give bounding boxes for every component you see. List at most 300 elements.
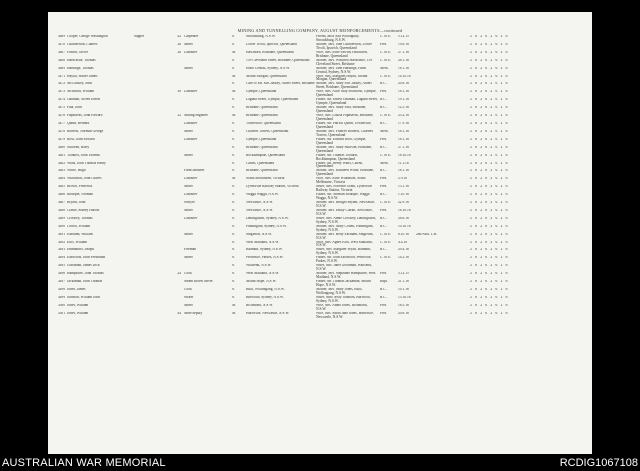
soldier-name: Jackaman, John Thomas — [67, 280, 103, 284]
address: West Maitland, N.S.W. — [246, 272, 280, 276]
religion: C. of E. — [380, 58, 392, 62]
pay-rates: 2 6 2 6 2 6 2 6 — [470, 74, 509, 78]
soldier-name: McCluskey, John — [67, 82, 92, 86]
enlistment-date: 11.1.16 — [398, 161, 409, 165]
regimental-number: 3471 — [57, 74, 65, 78]
table-row — [50, 241, 588, 249]
marital-status: S. — [232, 224, 235, 228]
soldier-name: Ellis, William — [67, 240, 87, 244]
soldier-name: Clarke, Sidney Harold — [67, 208, 100, 212]
address: Newcastle, N.S.W. — [246, 208, 274, 212]
marital-status: S. — [232, 193, 235, 197]
religion: R.C. — [380, 121, 387, 125]
religion: B.C. — [380, 216, 387, 220]
next-of-kin: Mother, Mrs. Mary Jones, Bulli, Wollongong, N.S.W. — [316, 288, 363, 295]
pay-rates: 2 6 2 6 2 6 2 6 — [470, 121, 509, 125]
table-row — [50, 130, 588, 138]
soldier-name: Cuthbertson, Charles — [67, 42, 98, 46]
enlistment-date: 27.1.16 — [398, 50, 409, 54]
soldier-name: Hampshire, John Thomas — [67, 272, 104, 276]
marital-status: S. — [232, 145, 235, 149]
soldier-name: Sullivan, Harry — [67, 145, 90, 149]
soldier-name: McIntosh, William — [67, 90, 95, 94]
regimental-number: 3497 — [57, 280, 65, 284]
pay-rates: 2 6 2 6 2 6 2 6 — [470, 193, 509, 197]
marital-status: S. — [232, 288, 235, 291]
table-row — [50, 256, 588, 264]
trade-occupation: Miner — [184, 153, 193, 157]
marital-status: M. — [232, 114, 237, 118]
soldier-name: Wilkinson, John Graves — [67, 177, 102, 181]
pay-rates: 2 6 2 6 2 6 2 6 — [470, 264, 509, 268]
table-row — [50, 280, 588, 288]
soldier-name: Pala, John — [67, 106, 82, 110]
table-row — [50, 201, 588, 209]
next-of-kin: Father, Mr. Thomas Jackaman, Mount Hope, N.S.W. — [316, 280, 371, 287]
address: Darlinghurst, Sydney, N.S.W. — [246, 216, 289, 220]
enlistment-date: 1.10.16 — [398, 193, 409, 197]
enlistment-date: 20.4.16 — [398, 248, 409, 252]
regimental-number: 3489 — [57, 216, 65, 220]
soldier-name: Emmanuel, Joseph — [67, 248, 95, 252]
table-row — [50, 304, 588, 312]
marital-status: S. — [232, 264, 235, 268]
enlistment-date: 8.10.16 — [398, 232, 409, 236]
age: 24 — [177, 272, 181, 276]
trade-occupation: Miner — [184, 208, 193, 212]
soldier-name: Hardcastle, Thomas — [67, 58, 96, 62]
marital-status: S. — [232, 248, 235, 252]
trade-occupation: Cook — [184, 288, 192, 291]
enlistment-date: 10.1.16 — [398, 288, 409, 291]
document-page — [48, 12, 592, 454]
enlistment-date: 18.1.16 — [398, 137, 409, 141]
trade-occupation: Stoker — [184, 295, 194, 299]
address: Lower Tivoli, Ipswich, Queensland — [246, 42, 297, 46]
trade-occupation: Cook — [184, 272, 192, 276]
table-row — [50, 146, 588, 154]
enlistment-date: 21.1.16 — [398, 280, 409, 284]
address: Hurstville, Newcastle, N.S.W. — [246, 311, 290, 315]
marital-status: S. — [232, 82, 235, 86]
regimental-number: 3498 — [57, 288, 65, 291]
soldier-name: Goodman, James Dick — [67, 264, 100, 268]
soldier-name: Jones, William — [67, 303, 89, 307]
religion: C. of E. — [380, 153, 392, 157]
footer-institution: AUSTRALIAN WAR MEMORIAL — [2, 457, 166, 469]
soldier-name: Bryant, John — [67, 201, 86, 205]
regimental-number: 3473 — [57, 90, 65, 94]
religion: C. of E. — [380, 74, 392, 78]
next-of-kin: Father, Mr. Henry Watts, Cairns, Queensland — [316, 161, 363, 169]
religion: R.C. — [380, 106, 387, 110]
next-of-kin: Mother, Mrs. Betty Eastham, Singleton, N.S.W. — [316, 232, 374, 240]
footer-record-id: RCDIG1067108 — [559, 457, 638, 469]
marital-status: M. — [232, 74, 237, 78]
regimental-number: 3478 — [57, 129, 65, 133]
trade-occupation: Sawyer — [184, 201, 195, 205]
soldier-name: Fawtin, Oliver — [67, 50, 88, 54]
pay-rates: 2 6 2 6 2 6 2 6 — [470, 224, 509, 228]
regimental-number: 3468 — [57, 58, 65, 62]
address: Singleton, N.S.W. — [246, 232, 272, 236]
marital-status: S. — [232, 121, 235, 125]
regimental-number: 3485 — [57, 185, 65, 189]
next-of-kin: Father, Mr. John Eastwood, Perthville, Parkes, N.S.W. — [316, 256, 372, 264]
table-row — [50, 225, 588, 233]
address: Wagga Wagga, N.S.W. — [246, 193, 279, 197]
pay-rates: 2 6 2 6 2 6 2 6 — [470, 82, 509, 86]
address: Newcastle, N.S.W. — [246, 201, 274, 205]
regimental-number: 3476 — [57, 114, 65, 118]
address: South Melbourne, Victoria — [246, 177, 285, 181]
trade-occupation: Miner — [184, 256, 193, 260]
pay-rates: 2 6 2 6 2 6 2 6 — [470, 280, 509, 284]
next-of-kin: Friend, Miss Ada Willoughby, Stroudsburg, N.S.W. — [316, 35, 360, 42]
soldier-name: Brown, Frederick — [67, 185, 93, 189]
enlistment-date: 12.5.16 — [398, 106, 409, 110]
soldier-name: Cooper, George Washington — [67, 35, 108, 38]
pay-rates: 2 6 2 6 2 6 2 6 — [470, 42, 509, 46]
pay-rates: 2 6 2 6 2 6 2 6 — [470, 232, 509, 236]
religion: C. of E. — [380, 232, 392, 236]
enlistment-date: 18.1.16 — [398, 66, 409, 70]
next-of-kin: Sister, Mrs. Annie Crossley, Darlinghurst, Sydney, N.S.W. — [316, 216, 377, 224]
table-row — [50, 106, 588, 114]
table-row — [50, 43, 588, 51]
address: Mount Morgan, Queensland — [246, 74, 287, 78]
trade-occupation: Labourer — [184, 90, 198, 94]
address: Care of Mr. McCluskey, Albert Street, Brisbane — [246, 82, 315, 86]
religion: C. of E. — [380, 240, 392, 244]
enlistment-date: 18.1.16 — [398, 129, 409, 133]
table-row — [50, 122, 588, 130]
religion: C. of E. — [380, 114, 392, 118]
pay-rates: 2 6 2 6 2 6 2 6 — [470, 295, 509, 299]
religion: Meth. — [380, 66, 389, 70]
regimental-number: 3496 — [57, 272, 65, 276]
regimental-number: 3474 — [57, 98, 65, 102]
marital-status: S. — [232, 153, 235, 157]
pay-rates: 2 6 2 6 2 6 2 6 — [470, 50, 509, 54]
table-row — [50, 185, 588, 193]
address: Mount Hope, N.S.W. — [246, 280, 277, 284]
address: Gympie, Queensland — [246, 90, 277, 94]
marital-status: S. — [232, 98, 235, 102]
table-row — [50, 312, 588, 320]
enlistment-date: 20.8.16 — [398, 311, 409, 315]
pay-rates: 2 6 2 6 2 6 2 6 — [470, 248, 509, 252]
table-row — [50, 233, 588, 241]
next-of-kin: Wife, Mrs. Rose Fawtin, Hawthorn, Brisbane, Queensland — [316, 50, 368, 58]
soldier-name: Oakman, Alfred Ernest — [67, 98, 101, 102]
next-of-kin: Wife, Mrs. Margaret Hayall, Mount Morgan, Queensland — [316, 74, 368, 82]
regimental-number: 3500 — [57, 303, 65, 307]
address: Brisbane, Queensland — [246, 169, 278, 173]
next-of-kin: Mother, Mrs. Winifred Hardcastle, 159 Cleveland Street, Brisbane — [316, 58, 373, 66]
pay-rates: 2 6 2 6 2 6 2 6 — [470, 106, 509, 110]
pay-rates: 2 6 2 6 2 6 2 6 — [470, 288, 509, 291]
marital-status: S. — [232, 256, 235, 260]
soldier-name: Ross, John Edward — [67, 137, 95, 141]
pay-rates: 2 6 2 6 2 6 2 6 — [470, 201, 509, 205]
pay-rates: 2 6 2 6 2 6 2 6 — [470, 153, 509, 157]
next-of-kin: Wife, Mrs. Agnes Ellis, West Maitland, N.S.W. — [316, 240, 373, 248]
enlistment-date: 4.4.16 — [398, 240, 407, 244]
address: Burwood, Sydney, N.S.W. — [246, 295, 284, 299]
regimental-number: 3482 — [57, 161, 65, 165]
enlistment-date: 14.10.16 — [398, 74, 411, 78]
regimental-number: 3492 — [57, 240, 65, 244]
enlistment-date: 23.2.16 — [398, 114, 409, 118]
religion: R.C. — [380, 248, 387, 252]
marital-status: S. — [232, 208, 235, 212]
address: Balmain, Sydney, N.S.W. — [246, 248, 283, 252]
next-of-kin: Father, Mr. Edward Ross, Gympie, Queensland — [316, 137, 367, 145]
trade-occupation: Miner — [184, 66, 193, 70]
address: Paddington, Sydney, N.S.W. — [246, 224, 287, 228]
pay-rates: 2 6 2 6 2 6 2 6 — [470, 90, 509, 94]
next-of-kin: Father, Mr. Norman Bourque, Wagga Wagga, N.S.W. — [316, 193, 370, 201]
regimental-number: 3467 — [57, 50, 65, 54]
address: Charters Towers, Queensland — [246, 129, 289, 133]
next-of-kin: Father, Mr. Patrick Quinn, Townsville, Queensland — [316, 121, 372, 129]
trade-occupation: Carpenter — [184, 35, 199, 38]
religion: C. of E. — [380, 35, 392, 38]
table-row — [50, 264, 588, 272]
regimental-number: 3483 — [57, 169, 65, 173]
marital-status: S. — [232, 106, 235, 110]
pay-rates: 2 6 2 6 2 6 2 6 — [470, 216, 509, 220]
regimental-number: 3491 — [57, 232, 65, 236]
pay-rates: 2 6 2 6 2 6 2 6 — [470, 129, 509, 133]
enlistment-date: 18.10.16 — [398, 153, 411, 157]
pay-rates: 2 6 2 6 2 6 2 6 — [470, 311, 509, 315]
age: 42 — [177, 35, 181, 38]
religion: R.C. — [380, 82, 387, 86]
pay-rates: 2 6 2 6 2 6 2 6 — [470, 256, 509, 260]
marital-status: M. — [232, 177, 237, 181]
trade-occupation: Labourer — [184, 193, 198, 197]
table-row — [50, 75, 588, 83]
regimental-number: 3488 — [57, 208, 65, 212]
religion: Pres. — [380, 311, 388, 315]
religion: R.C. — [380, 288, 387, 291]
age: 32 — [177, 114, 181, 118]
trade-occupation: Mining engineer — [184, 114, 208, 118]
soldier-name: Cottell, William — [67, 224, 91, 228]
address: Richmond, N.S.W. — [246, 303, 274, 307]
soldier-name: Hardinge, Thomas — [67, 66, 94, 70]
marital-status: S. — [232, 295, 235, 299]
religion: Pres. — [380, 185, 388, 189]
pay-rates: 2 6 2 6 2 6 2 6 — [470, 169, 509, 173]
age: 38 — [177, 90, 181, 94]
next-of-kin: Mother, Mrs. Mary Cottell, Paddington, Sydney, N.S.W. — [316, 224, 374, 232]
enlistment-date: 18.10.16 — [398, 208, 411, 212]
next-of-kin: Father, Mr. Thomas Tolhurst, Rockhampton, Queensland — [316, 153, 358, 161]
marital-status: M. — [232, 90, 237, 94]
address: Brisbane, Queensland — [246, 145, 278, 149]
religion: Pres. — [380, 208, 388, 212]
table-row — [50, 90, 588, 98]
pay-rates: 2 6 2 6 2 6 2 6 — [470, 240, 509, 244]
religion: Pres. — [380, 90, 388, 94]
next-of-kin: Father, Mr. Ernest Oakman, Laguna Street, Gympie, Queensland — [316, 98, 378, 106]
marital-status: S. — [232, 58, 235, 62]
pay-rates: 2 6 2 6 2 6 2 6 — [470, 208, 509, 212]
footer-bar — [0, 454, 640, 471]
marital-status: S. — [232, 185, 235, 189]
age: 44 — [177, 311, 181, 315]
regimental-number: 3475 — [57, 106, 65, 110]
trade-occupation: Steam shovel driver — [184, 280, 213, 284]
trade-occupation: Miner — [184, 129, 193, 133]
trade-occupation: Miner — [184, 42, 193, 46]
soldier-name: White, Hugh — [67, 169, 86, 173]
pay-rates: 2 6 2 6 2 6 2 6 — [470, 137, 509, 141]
marital-status: S. — [232, 280, 235, 284]
enlistment-date: 20.8.16 — [398, 82, 409, 86]
next-of-kin: Sister, Mrs. Janet Goodman, Wallsend, N.S.W. — [316, 264, 372, 272]
regimental-number: 3501 — [57, 311, 65, 315]
table-row — [50, 67, 588, 75]
table-row — [50, 162, 588, 170]
trade-occupation: Farm labourer — [184, 169, 205, 173]
soldier-name: Jones, William — [67, 311, 89, 315]
table-row — [50, 35, 588, 43]
regimental-number: 3490 — [57, 224, 65, 228]
enlistment-date: 14.2.16 — [398, 256, 409, 260]
marital-status: S. — [232, 169, 235, 173]
next-of-kin: Wife, Mrs. Sarah Jane Jones, Hurstville, Newcastle, N.S.W. — [316, 311, 374, 319]
marital-status: S. — [232, 137, 235, 141]
regimental-number: 3469 — [57, 35, 65, 38]
pay-rates: 2 6 2 6 2 6 2 6 — [470, 177, 509, 181]
soldier-name: Eastham, William — [67, 232, 93, 236]
marital-status: S. — [232, 201, 235, 205]
soldier-name: Quinn, Bernard — [67, 121, 90, 125]
address: Lyonsville Railway Station, Victoria — [246, 185, 299, 189]
table-row — [50, 154, 588, 162]
enlistment-date: 13.10.16 — [398, 295, 411, 299]
soldier-name: Crossley, Thomas — [67, 216, 93, 220]
soldier-name: Eastwood, John Ferdinand — [67, 256, 106, 260]
table-row — [50, 98, 588, 106]
soldier-name: Bourque, Norman — [67, 193, 93, 197]
enlistment-date: 22.9.16 — [398, 201, 409, 205]
trade-occupation: Labourer — [184, 216, 198, 220]
enlistment-date: 5.12.15 — [398, 35, 409, 38]
next-of-kin: Mother, Mrs. Jane Hardinge, Hotel Central, Sydney, N.S.W. — [316, 66, 367, 74]
next-of-kin: Wife, Mrs. Louisa Papasavas, Brisbane, Queensland — [316, 114, 374, 121]
pay-rates: 2 6 2 6 2 6 2 6 — [470, 303, 509, 307]
section-heading: MINING AND TUNNELLING COMPANY, AUGUST REINFORCEMENTS—continued — [237, 28, 403, 33]
table-row — [50, 177, 588, 185]
table-row — [50, 288, 588, 296]
address: Brisbane, Queensland — [246, 106, 278, 110]
age: 26 — [177, 50, 181, 54]
table-row — [50, 296, 588, 304]
address: Gympie, Queensland — [246, 137, 277, 141]
religion: R.C. — [380, 145, 387, 149]
soldier-name: Jones, James — [67, 288, 86, 291]
enlistment-date: 18.1.16 — [398, 90, 409, 94]
next-of-kin: Mother, Mrs. Jane Cuthbertson, Lower Tivoli, Ipswich, Queensland — [316, 42, 372, 50]
marital-status: S. — [232, 272, 235, 276]
next-of-kin: Sister, Miss Nelly Johnson, Burwood, Sydney, N.S.W. — [316, 295, 371, 303]
next-of-kin: Wife, Mrs. Annie Jones, Richmond, N.S.W. — [316, 303, 368, 311]
next-of-kin: Mother, Mrs. Emily Clarke, Newcastle, N.S.W. — [316, 208, 373, 216]
regimental-number: 3486 — [57, 193, 65, 197]
address: Hotel Central, Sydney, N.S.W. — [246, 66, 290, 70]
table-row — [50, 248, 588, 256]
pay-rates: 2 6 2 6 2 6 2 6 — [470, 114, 509, 118]
religion: Pres. — [380, 42, 388, 46]
address: Wallsend, N.S.W. — [246, 264, 272, 268]
regimental-number: 3494 — [57, 256, 65, 260]
enlistment-date: 13.1.16 — [398, 185, 409, 189]
trade-occupation: Mine deputy — [184, 311, 203, 315]
table-row — [50, 138, 588, 146]
rank: Sapper — [134, 35, 144, 38]
pay-rates: 2 6 2 6 2 6 2 6 — [470, 185, 509, 189]
enlistment-date: 17.9.16 — [398, 121, 409, 125]
next-of-kin: Mother, Mrs. Mary Sullivan, Brisbane, Queensland — [316, 145, 372, 153]
address: Cairns, Queensland — [246, 161, 275, 165]
enlistment-date: 26.1.16 — [398, 58, 409, 62]
next-of-kin: Mother, Mrs. Kathleen White, Brisbane, Queensland — [316, 169, 374, 177]
address: Rockhampton, Queensland — [246, 153, 285, 157]
regimental-number: 3484 — [57, 177, 65, 181]
address: Townsville, Queensland — [246, 121, 281, 125]
religion: Meth. — [380, 129, 389, 133]
table-row — [50, 59, 588, 67]
next-of-kin: Mother, Mrs. Stephanie Hampshire, West Maitland, N.S.W. — [316, 272, 376, 280]
next-of-kin: Mother, Mrs. Bridget Bryant, Newcastle, N.S.W. — [316, 201, 375, 208]
enlistment-date: 10.10.16 — [398, 224, 411, 228]
regimental-number: 3480 — [57, 145, 65, 149]
address: 159 Cleveland Street, Brisbane, Queensland — [246, 58, 310, 62]
marital-status: S. — [232, 161, 235, 165]
marital-status: S. — [232, 66, 235, 70]
next-of-kin: Mother, Mrs. Frances Roberts, Charters Towers, Queensland — [316, 129, 374, 137]
regimental-number: 3472 — [57, 82, 65, 86]
enlistment-date: 5.12.15 — [398, 272, 409, 276]
trade-occupation: Miner — [184, 232, 193, 236]
enlistment-date: 19.8.16 — [398, 42, 409, 46]
pay-rates: 2 6 2 6 2 6 2 6 — [470, 66, 509, 70]
soldier-name: Hayall, Walter James — [67, 74, 98, 78]
next-of-kin: Sister, Mrs. Florence Grant, Lyonsville Railway Station, Victoria — [316, 185, 373, 193]
religion: B.C. — [380, 98, 387, 102]
marital-status: S. — [232, 35, 235, 38]
pay-rates: 2 6 2 6 2 6 2 6 — [470, 272, 509, 276]
address: Bulli, Wollongong, N.S.W. — [246, 288, 285, 291]
marital-status: S. — [232, 216, 235, 220]
next-of-kin: Mother, Mrs. Mary Pala, Brisbane, Queensland — [316, 106, 367, 114]
religion: Meth. — [380, 161, 389, 165]
enlistment-date: 27.1.16 — [398, 145, 409, 149]
trade-occupation: Labourer — [184, 177, 198, 181]
soldier-name: Watts, John Thomas Henry — [67, 161, 106, 165]
regimental-number: 3477 — [57, 121, 65, 125]
soldier-name: Tolhurst, John Thomas — [67, 153, 100, 157]
religion: R.C. — [380, 193, 387, 197]
religion: C. of E. — [380, 201, 392, 205]
trade-occupation: Miner — [184, 303, 193, 307]
soldier-name: Roberts, Norman George — [67, 129, 104, 133]
